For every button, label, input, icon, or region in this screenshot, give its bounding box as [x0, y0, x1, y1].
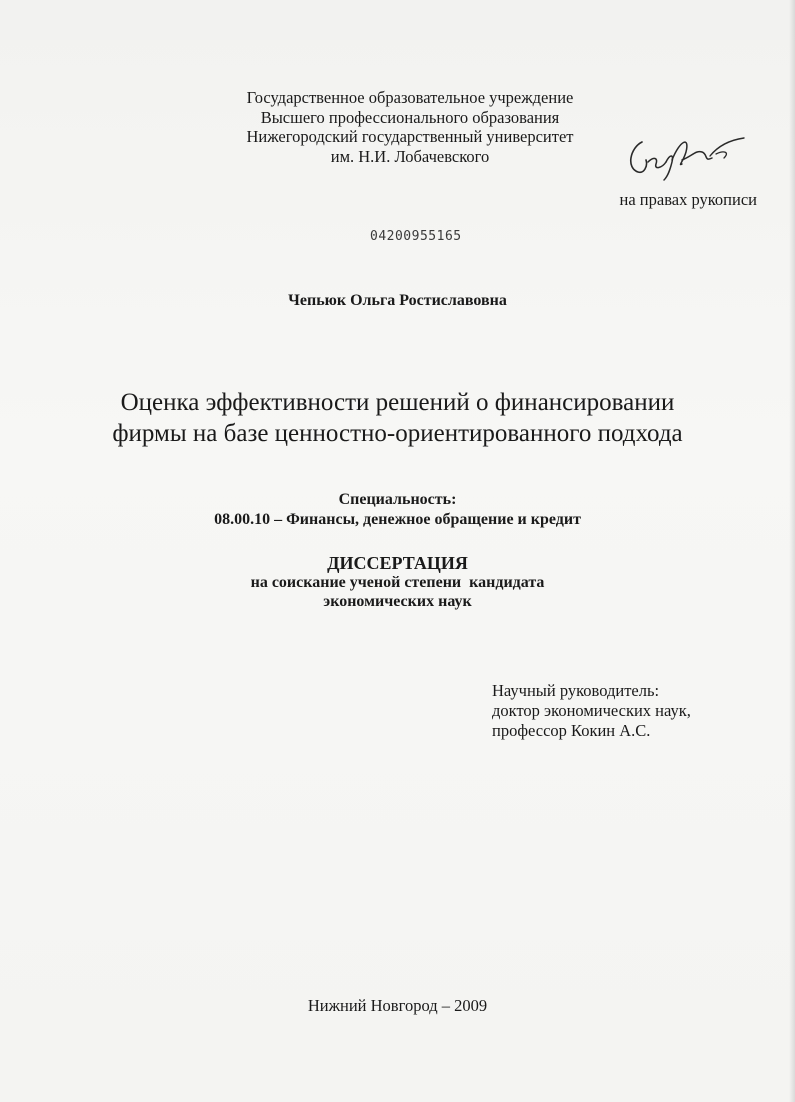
institution-line-2: Высшего профессионального образования: [260, 107, 560, 127]
author-name: Чепьюк Ольга Ростиславовна: [288, 292, 507, 309]
degree-block: [0, 553, 795, 611]
degree-type: ДИССЕРТАЦИЯ: [327, 553, 468, 573]
degree-line-1: на соискание ученой степени кандидата: [250, 574, 545, 591]
document-number: 04200955165: [370, 229, 462, 244]
title-line-1: Оценка эффективности решений о финансировании: [120, 389, 675, 416]
handwritten-signature: [620, 130, 750, 185]
supervisor-name: профессор Кокин А.С.: [492, 721, 651, 740]
dissertation-title: [0, 387, 795, 449]
scan-edge-shadow: [789, 0, 795, 1102]
title-line-2: фирмы на базе ценностно-ориентированного подхода: [112, 420, 683, 447]
degree-line-2: экономических наук: [323, 593, 472, 610]
specialty-label: Специальность:: [338, 491, 457, 508]
institution-line-1: Государственное образовательное учреждение: [246, 88, 574, 107]
supervisor-degree: доктор экономических наук,: [492, 701, 691, 720]
specialty-block: [0, 490, 795, 530]
institution-block: [180, 88, 640, 166]
institution-line-4: им. Н.И. Лобачевского: [330, 146, 490, 166]
supervisor-block: [492, 681, 691, 741]
manuscript-note: на правах рукописи: [619, 190, 757, 209]
institution-line-3: Нижегородский государственный университет: [246, 127, 574, 146]
supervisor-label: Научный руководитель:: [492, 681, 660, 700]
city-year: Нижний Новгород – 2009: [307, 996, 488, 1015]
specialty-value: 08.00.10 – Финансы, денежное обращение и кредит: [214, 511, 581, 528]
